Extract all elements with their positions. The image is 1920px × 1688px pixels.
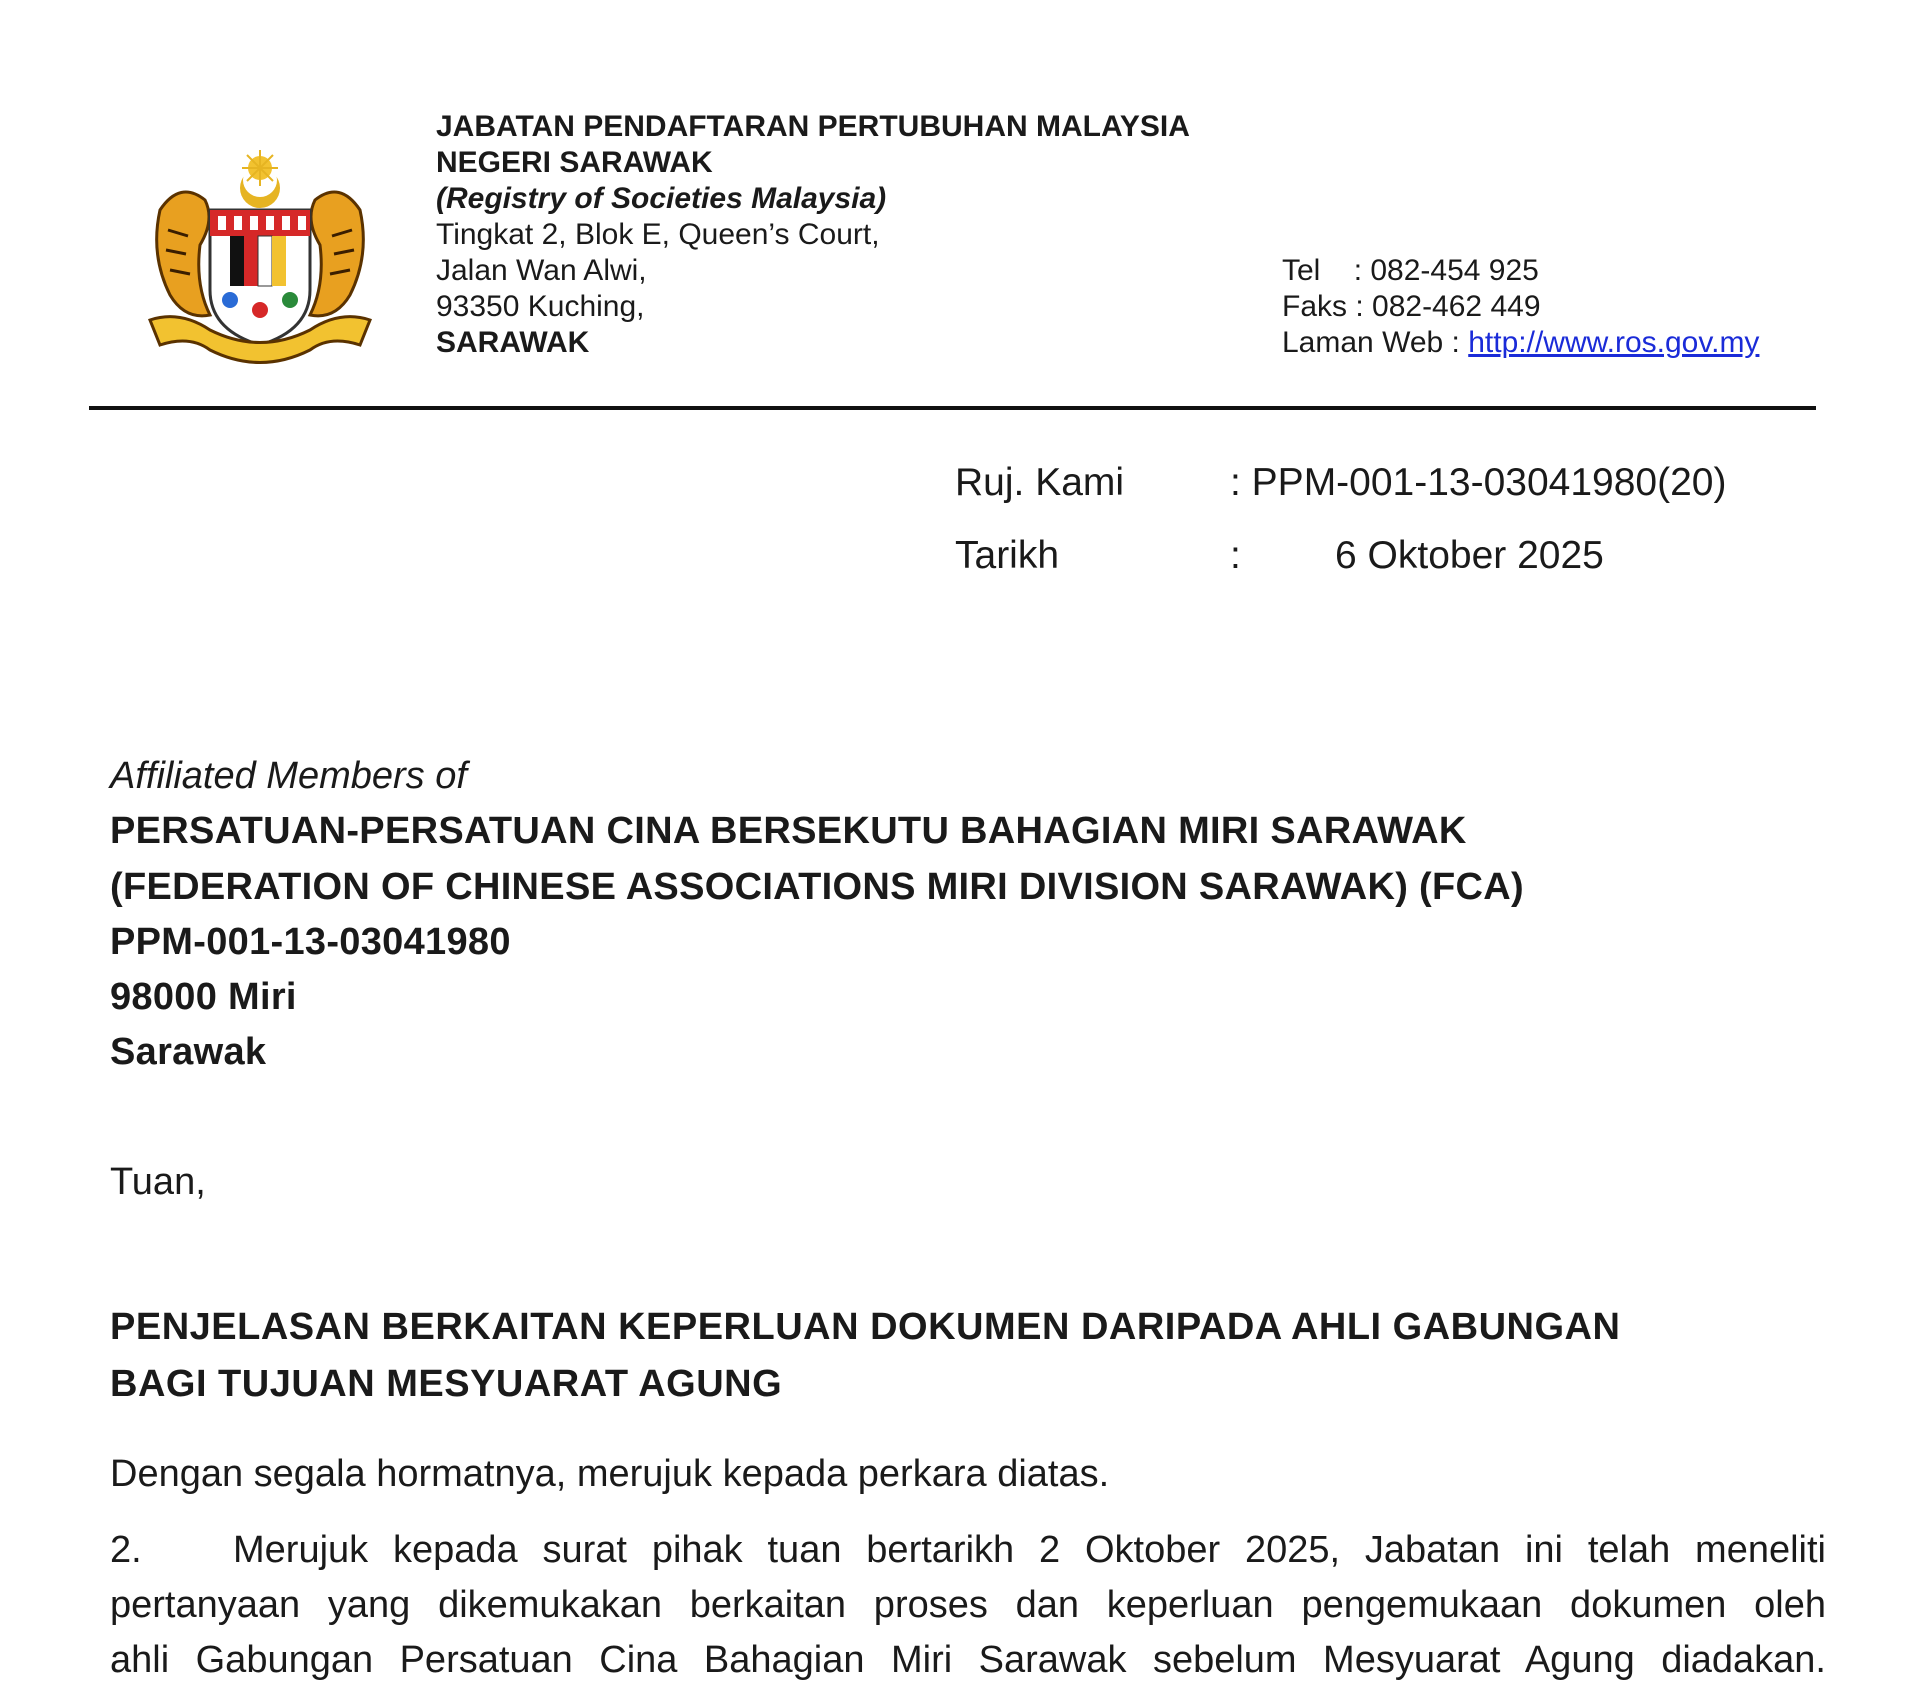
- department-english-name: (Registry of Societies Malaysia): [436, 182, 887, 215]
- subject-line: BAGI TUJUAN MESYUARAT AGUNG: [110, 1363, 783, 1405]
- subject-line: PENJELASAN BERKAITAN KEPERLUAN DOKUMEN DARIPADA AHLI GABUNGAN: [110, 1306, 1621, 1348]
- paragraph-line: [110, 1633, 1826, 1688]
- paragraph-text: Merujuk kepada surat pihak tuan bertarikh 2 Oktober 2025, Jabatan ini telah meneliti: [233, 1529, 1826, 1571]
- opening-paragraph: Dengan segala hormatnya, merujuk kepada perkara diatas.: [110, 1453, 1110, 1495]
- paragraph-text: ahli Gabungan Persatuan Cina Bahagian Miri Sarawak sebelum Mesyuarat Agung diadakan.: [110, 1639, 1826, 1681]
- website: [1282, 325, 1759, 361]
- addressee-name-english: (FEDERATION OF CHINESE ASSOCIATIONS MIRI DIVISION SARAWAK) (FCA): [110, 866, 1524, 908]
- paragraph-line: [110, 1578, 1826, 1633]
- reference-label: Ruj. Kami: [955, 461, 1125, 504]
- department-state: NEGERI SARAWAK: [436, 146, 713, 179]
- addressee-city: 98000 Miri: [110, 976, 297, 1018]
- address-line: 93350 Kuching,: [436, 290, 645, 323]
- malaysia-coat-of-arms-icon: [140, 150, 380, 370]
- paragraph-line: [110, 1523, 1826, 1578]
- telephone: Tel : 082-454 925: [1282, 254, 1539, 287]
- website-link[interactable]: http://www.ros.gov.my: [1468, 326, 1760, 359]
- date-value: 6 Oktober 2025: [1335, 534, 1604, 577]
- department-name: JABATAN PENDAFTARAN PERTUBUHAN MALAYSIA: [436, 110, 1190, 143]
- date-colon: :: [1230, 534, 1241, 577]
- paragraph-2: [110, 1523, 1826, 1688]
- fax: Faks : 082-462 449: [1282, 290, 1541, 323]
- header-divider: [89, 406, 1816, 410]
- reference-value: : PPM-001-13-03041980(20): [1230, 461, 1727, 504]
- addressee-reg-no: PPM-001-13-03041980: [110, 921, 511, 963]
- paragraph-number: 2.: [110, 1529, 142, 1571]
- addressee-state: Sarawak: [110, 1031, 267, 1073]
- addressee-name: PERSATUAN-PERSATUAN CINA BERSEKUTU BAHAGIAN MIRI SARAWAK: [110, 810, 1467, 852]
- addressee-intro: Affiliated Members of: [110, 755, 467, 797]
- paragraph-text: pertanyaan yang dikemukakan berkaitan proses dan keperluan pengemukaan dokumen oleh: [110, 1584, 1826, 1626]
- website-label: Laman Web :: [1282, 326, 1460, 359]
- salutation: Tuan,: [110, 1161, 206, 1203]
- address-line: Tingkat 2, Blok E, Queen’s Court,: [436, 218, 880, 251]
- date-label: Tarikh: [955, 534, 1060, 577]
- address-line: Jalan Wan Alwi,: [436, 254, 647, 287]
- address-state: SARAWAK: [436, 326, 590, 359]
